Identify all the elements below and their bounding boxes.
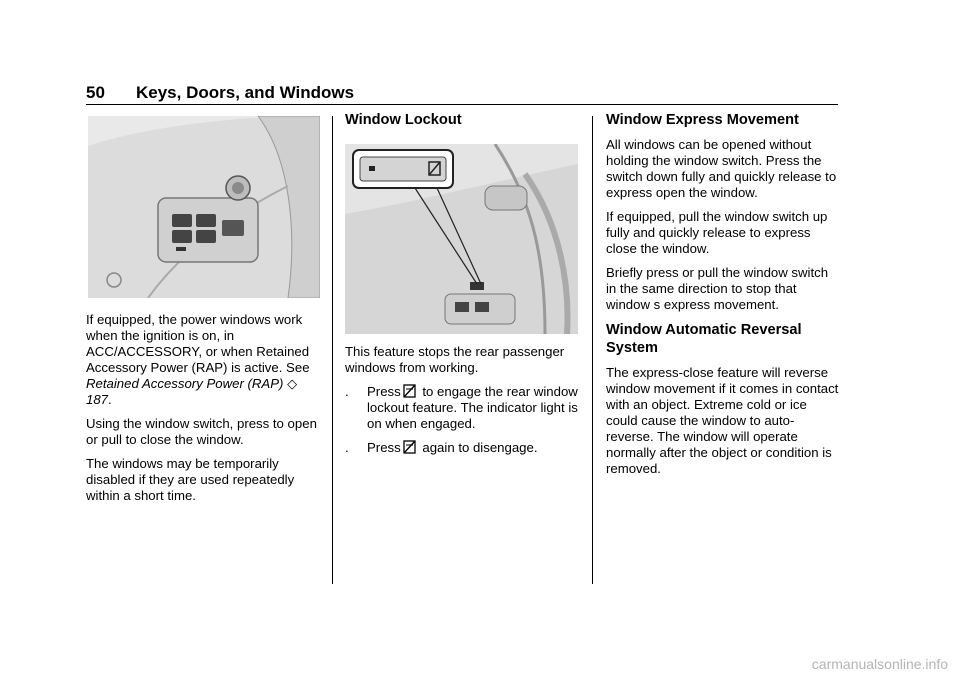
automatic-reversal-heading: Window Automatic Reversal System (606, 322, 802, 356)
window-switch-paragraph: Using the window switch, press to open or pull to close the window. (86, 416, 317, 447)
express-stop-paragraph: Briefly press or pull the window switch in the same direction to stop that window s express movement. (606, 265, 829, 312)
window-lockout-illustration (345, 144, 578, 334)
column-divider-2 (592, 116, 593, 584)
page-ref-icon: ◇ (287, 376, 298, 391)
window-lockout-icon (403, 440, 416, 454)
temporarily-disabled-paragraph: The windows may be temporarily disabled if they are used repeatedly within a short time. (86, 456, 295, 503)
column-2-body (345, 344, 581, 464)
column-1 (86, 312, 322, 512)
rap-page-number: 187 (86, 392, 109, 407)
express-movement-heading: Window Express Movement (606, 112, 799, 128)
window-lockout-heading: Window Lockout (345, 112, 462, 128)
power-windows-paragraph: If equipped, the power windows work when the ignition is on, in ACC/ACCESSORY, or when Retained Accessory Power (RAP) is active. See Retained Accessory Power (RAP) ◇ 187. (86, 312, 310, 407)
list-item: . Press to engage the rear window lockout feature. The indicator light is on when engaged. (345, 384, 578, 431)
lockout-switch-drawing (345, 144, 578, 334)
list-item: . Press again to disengage. (345, 440, 538, 455)
window-lockout-icon (403, 384, 416, 398)
column-divider-1 (332, 116, 333, 584)
page-header (86, 83, 838, 105)
door-switch-drawing (88, 116, 320, 298)
express-close-paragraph: If equipped, pull the window switch up fully and quickly release to express close the window. (606, 209, 828, 256)
section-title: Keys, Doors, and Windows (136, 83, 355, 102)
header-rule (86, 104, 838, 105)
column-2 (345, 111, 581, 137)
rap-reference-link[interactable]: Retained Accessory Power (RAP) (86, 376, 284, 391)
express-open-paragraph: All windows can be opened without holding the window switch. Press the switch down fully and quickly release to express open the window. (606, 137, 837, 200)
watermark: carmanualsonline.info (811, 656, 948, 672)
lockout-description: This feature stops the rear passenger windows from working. (345, 344, 565, 375)
page-number: 50 (86, 83, 105, 102)
auto-reverse-paragraph: The express-close feature will reverse window movement if it comes in contact with an object. Extreme cold or ice could cause the window to auto-reverse. The window will operate normally after the object or condition is removed. (606, 365, 839, 476)
door-switch-illustration (88, 116, 320, 298)
column-3 (606, 111, 840, 485)
